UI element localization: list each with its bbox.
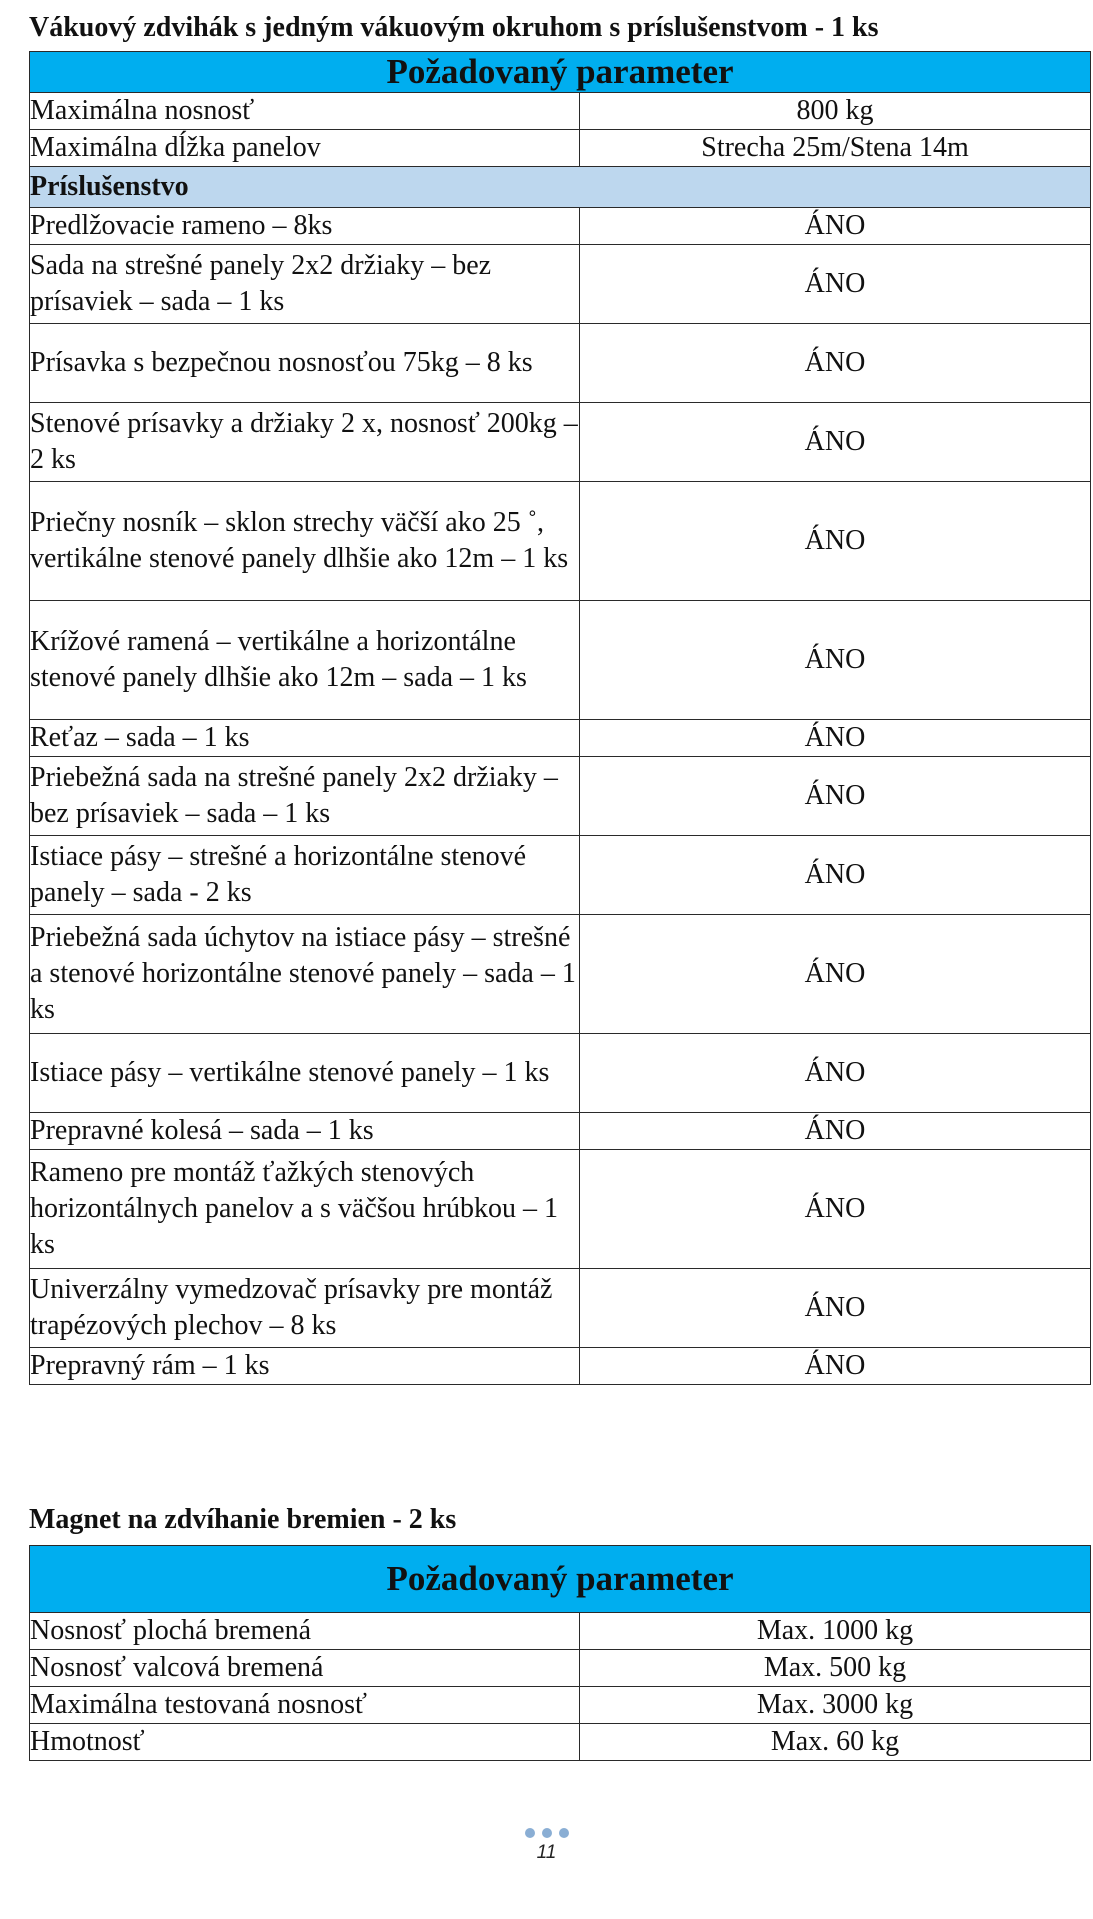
table-row — [30, 720, 1091, 757]
accessory-value: ÁNO — [580, 757, 1091, 836]
table-row — [30, 601, 1091, 720]
accessory-label: Rameno pre montáž ťažkých stenových horizontálnych panelov a s väčšou hrúbkou – 1 ks — [30, 1150, 580, 1269]
accessory-value: ÁNO — [580, 601, 1091, 720]
accessory-label: Predlžovacie rameno – 8ks — [30, 208, 580, 245]
table-header: Požadovaný parameter — [30, 1546, 1091, 1613]
page-dots-decoration — [0, 1828, 1093, 1840]
param-label: Nosnosť plochá bremená — [30, 1613, 580, 1650]
param-value: 800 kg — [580, 93, 1091, 130]
accessories-header-row — [30, 167, 1091, 208]
accessory-value: ÁNO — [580, 482, 1091, 601]
param-label: Nosnosť valcová bremená — [30, 1650, 580, 1687]
dot-icon — [559, 1828, 569, 1838]
param-value: Max. 1000 kg — [580, 1613, 1091, 1650]
accessory-label: Prepravný rám – 1 ks — [30, 1348, 580, 1385]
accessory-label: Prepravné kolesá – sada – 1 ks — [30, 1113, 580, 1150]
table-row — [30, 1150, 1091, 1269]
accessory-label: Prísavka s bezpečnou nosnosťou 75kg – 8 ks — [30, 324, 580, 403]
table-header: Požadovaný parameter — [30, 52, 1091, 93]
table-row — [30, 836, 1091, 915]
accessory-value: ÁNO — [580, 1348, 1091, 1385]
accessory-value: ÁNO — [580, 208, 1091, 245]
table-row — [30, 403, 1091, 482]
param-value: Max. 3000 kg — [580, 1687, 1091, 1724]
page-number: 11 — [536, 1842, 557, 1863]
param-value: Max. 60 kg — [580, 1724, 1091, 1761]
table-row — [30, 1269, 1091, 1348]
accessory-value: ÁNO — [580, 720, 1091, 757]
accessory-value: ÁNO — [580, 1269, 1091, 1348]
accessory-value: ÁNO — [580, 324, 1091, 403]
param-label: Maximálna nosnosť — [30, 93, 580, 130]
table-row — [30, 1650, 1091, 1687]
accessory-label: Priebežná sada úchytov na istiace pásy – strešné a stenové horizontálne stenové panely – sada – 1 ks — [30, 915, 580, 1034]
accessory-value: ÁNO — [580, 1113, 1091, 1150]
accessories-header: Príslušenstvo — [30, 167, 1091, 208]
accessory-label: Reťaz – sada – 1 ks — [30, 720, 580, 757]
table-row — [30, 1687, 1091, 1724]
accessory-value: ÁNO — [580, 403, 1091, 482]
table-row — [30, 1034, 1091, 1113]
accessory-value: ÁNO — [580, 915, 1091, 1034]
dot-icon — [542, 1828, 552, 1838]
table-row — [30, 1724, 1091, 1761]
section-title: Vákuový zdvihák s jedným vákuovým okruhom s príslušenstvom - 1 ks — [29, 12, 879, 43]
param-label: Maximálna testovaná nosnosť — [30, 1687, 580, 1724]
table-row — [30, 1113, 1091, 1150]
table-row — [30, 1613, 1091, 1650]
table-row — [30, 208, 1091, 245]
table-row — [30, 93, 1091, 130]
table-row — [30, 324, 1091, 403]
spec-table — [29, 1545, 1091, 1761]
spec-table — [29, 51, 1091, 1385]
param-label: Maximálna dĺžka panelov — [30, 130, 580, 167]
accessory-value: ÁNO — [580, 836, 1091, 915]
table-row — [30, 757, 1091, 836]
accessory-label: Sada na strešné panely 2x2 držiaky – bez prísaviek – sada – 1 ks — [30, 245, 580, 324]
accessory-label: Univerzálny vymedzovač prísavky pre montáž trapézových plechov – 8 ks — [30, 1269, 580, 1348]
table-row — [30, 245, 1091, 324]
dot-icon — [525, 1828, 535, 1838]
accessory-label: Istiace pásy – strešné a horizontálne stenové panely – sada - 2 ks — [30, 836, 580, 915]
table-row — [30, 915, 1091, 1034]
accessory-value: ÁNO — [580, 1150, 1091, 1269]
accessory-label: Priečny nosník – sklon strechy väčší ako 25 ˚, vertikálne stenové panely dlhšie ako 12m – 1 ks — [30, 482, 580, 601]
param-value: Max. 500 kg — [580, 1650, 1091, 1687]
param-value: Strecha 25m/Stena 14m — [580, 130, 1091, 167]
accessory-label: Priebežná sada na strešné panely 2x2 držiaky – bez prísaviek – sada – 1 ks — [30, 757, 580, 836]
section-title: Magnet na zdvíhanie bremien - 2 ks — [29, 1504, 457, 1535]
accessory-label: Krížové ramená – vertikálne a horizontálne stenové panely dlhšie ako 12m – sada – 1 ks — [30, 601, 580, 720]
accessory-label: Stenové prísavky a držiaky 2 x, nosnosť 200kg – 2 ks — [30, 403, 580, 482]
table-row — [30, 1348, 1091, 1385]
table-row — [30, 130, 1091, 167]
accessory-value: ÁNO — [580, 245, 1091, 324]
accessory-label: Istiace pásy – vertikálne stenové panely – 1 ks — [30, 1034, 580, 1113]
param-label: Hmotnosť — [30, 1724, 580, 1761]
table-header-row — [30, 52, 1091, 93]
table-header-row — [30, 1546, 1091, 1613]
accessory-value: ÁNO — [580, 1034, 1091, 1113]
table-row — [30, 482, 1091, 601]
